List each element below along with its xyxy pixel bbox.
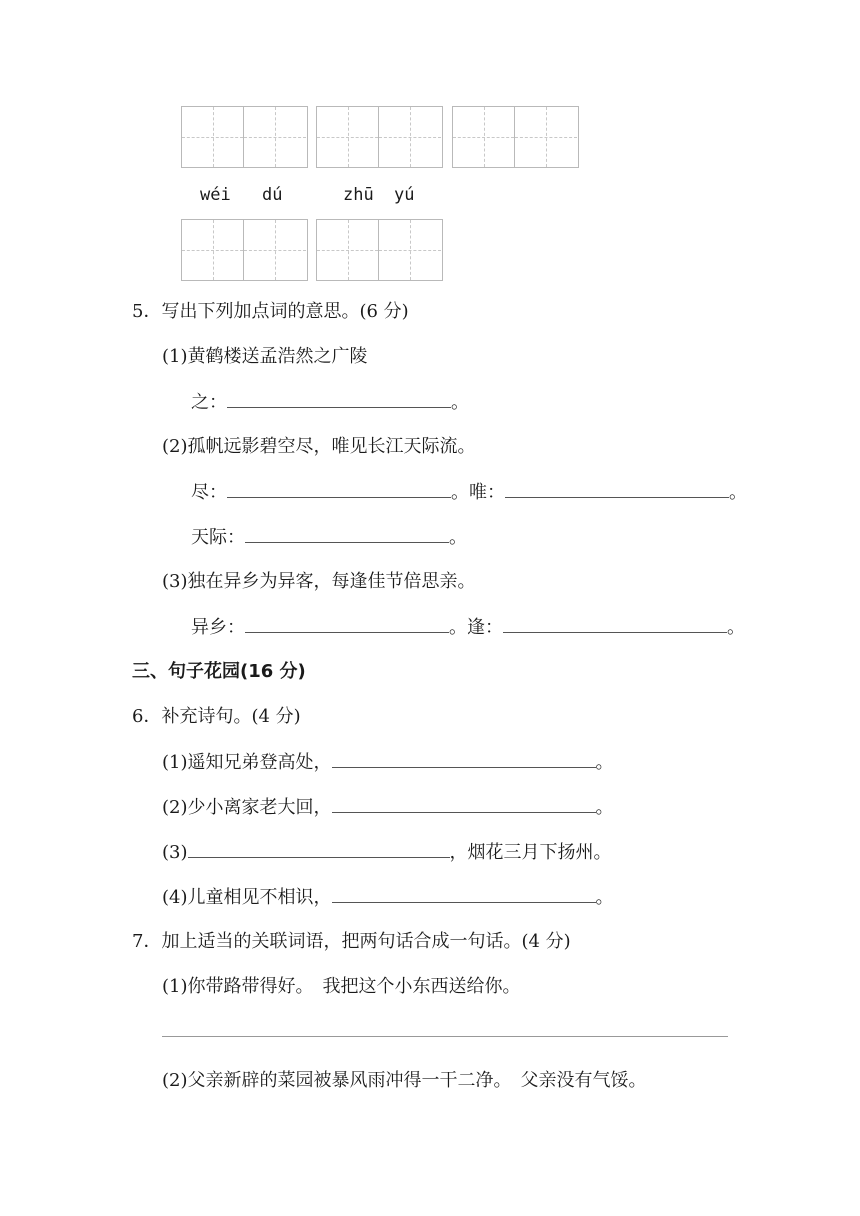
- grid-cell[interactable]: [182, 220, 244, 280]
- q6-item-2: [162, 792, 614, 819]
- q5-answer-row: [191, 387, 469, 414]
- question-7-title: 7．加上适当的关联词语，把两句话合成一句话。(4 分): [132, 931, 571, 952]
- pinyin-label: dú: [262, 185, 283, 205]
- period: 。: [449, 617, 467, 638]
- grid-cell[interactable]: [182, 107, 244, 167]
- poem-line: (2)少小离家老大回，: [162, 797, 332, 818]
- period: 。: [595, 752, 614, 773]
- answer-blank[interactable]: [332, 747, 596, 768]
- grid-cell[interactable]: [244, 107, 306, 167]
- period: 。: [451, 482, 469, 503]
- pinyin-label: yú: [394, 185, 415, 205]
- answer-blank[interactable]: [245, 522, 449, 543]
- answer-blank[interactable]: [505, 477, 729, 498]
- q6-item-4: [162, 882, 614, 909]
- q5-answer-row: [191, 477, 747, 504]
- q7-item-1: (1)你带路带得好。 我把这个小东西送给你。: [162, 976, 521, 997]
- word-label: 尽：: [191, 482, 227, 503]
- q5-sentence-1: (1)黄鹤楼送孟浩然之广陵: [162, 346, 368, 367]
- poem-line: ，烟花三月下扬州。: [449, 842, 612, 863]
- period: 。: [727, 617, 745, 638]
- word-label: 天际：: [191, 527, 245, 548]
- tianzi-grid[interactable]: [316, 106, 443, 168]
- period: 。: [451, 392, 469, 413]
- q6-item-3: [162, 837, 612, 864]
- tianzi-grid[interactable]: [452, 106, 579, 168]
- tianzi-grid[interactable]: [316, 219, 443, 281]
- grid-cell[interactable]: [379, 107, 441, 167]
- word-label: 异乡：: [191, 617, 245, 638]
- q5-sentence-3: (3)独在异乡为异客，每逢佳节倍思亲。: [162, 571, 476, 592]
- period: 。: [595, 887, 614, 908]
- q6-item-1: [162, 747, 614, 774]
- q7-item-2: (2)父亲新辟的菜园被暴风雨冲得一干二净。 父亲没有气馁。: [162, 1070, 647, 1091]
- question-5-title: 5．写出下列加点词的意思。(6 分): [132, 301, 409, 322]
- grid-cell[interactable]: [379, 220, 441, 280]
- pinyin-label: wéi: [200, 185, 231, 205]
- item-number: (3): [162, 842, 188, 863]
- q5-answer-row: [191, 522, 467, 549]
- q5-sentence-2: (2)孤帆远影碧空尽，唯见长江天际流。: [162, 436, 476, 457]
- grid-cell[interactable]: [453, 107, 515, 167]
- answer-line[interactable]: [162, 1036, 728, 1037]
- grid-cell[interactable]: [515, 107, 577, 167]
- period: 。: [449, 527, 467, 548]
- answer-blank[interactable]: [332, 882, 596, 903]
- answer-blank[interactable]: [188, 837, 450, 858]
- period: 。: [595, 797, 614, 818]
- word-label: 唯：: [469, 482, 505, 503]
- tianzi-grid[interactable]: [181, 106, 308, 168]
- answer-blank[interactable]: [227, 477, 451, 498]
- grid-cell[interactable]: [317, 107, 379, 167]
- grid-cell[interactable]: [317, 220, 379, 280]
- poem-line: (1)遥知兄弟登高处，: [162, 752, 332, 773]
- grid-cell[interactable]: [244, 220, 306, 280]
- tianzi-grid[interactable]: [181, 219, 308, 281]
- word-label: 之：: [191, 392, 227, 413]
- poem-line: (4)儿童相见不相识，: [162, 887, 332, 908]
- answer-blank[interactable]: [245, 612, 449, 633]
- answer-blank[interactable]: [332, 792, 596, 813]
- answer-blank[interactable]: [503, 612, 727, 633]
- question-6-title: 6．补充诗句。(4 分): [132, 706, 301, 727]
- answer-blank[interactable]: [227, 387, 451, 408]
- period: 。: [729, 482, 747, 503]
- pinyin-label: zhū: [343, 185, 374, 205]
- word-label: 逢：: [467, 617, 503, 638]
- section-3-heading: 三、句子花园(16 分): [132, 661, 306, 682]
- q5-answer-row: [191, 612, 745, 639]
